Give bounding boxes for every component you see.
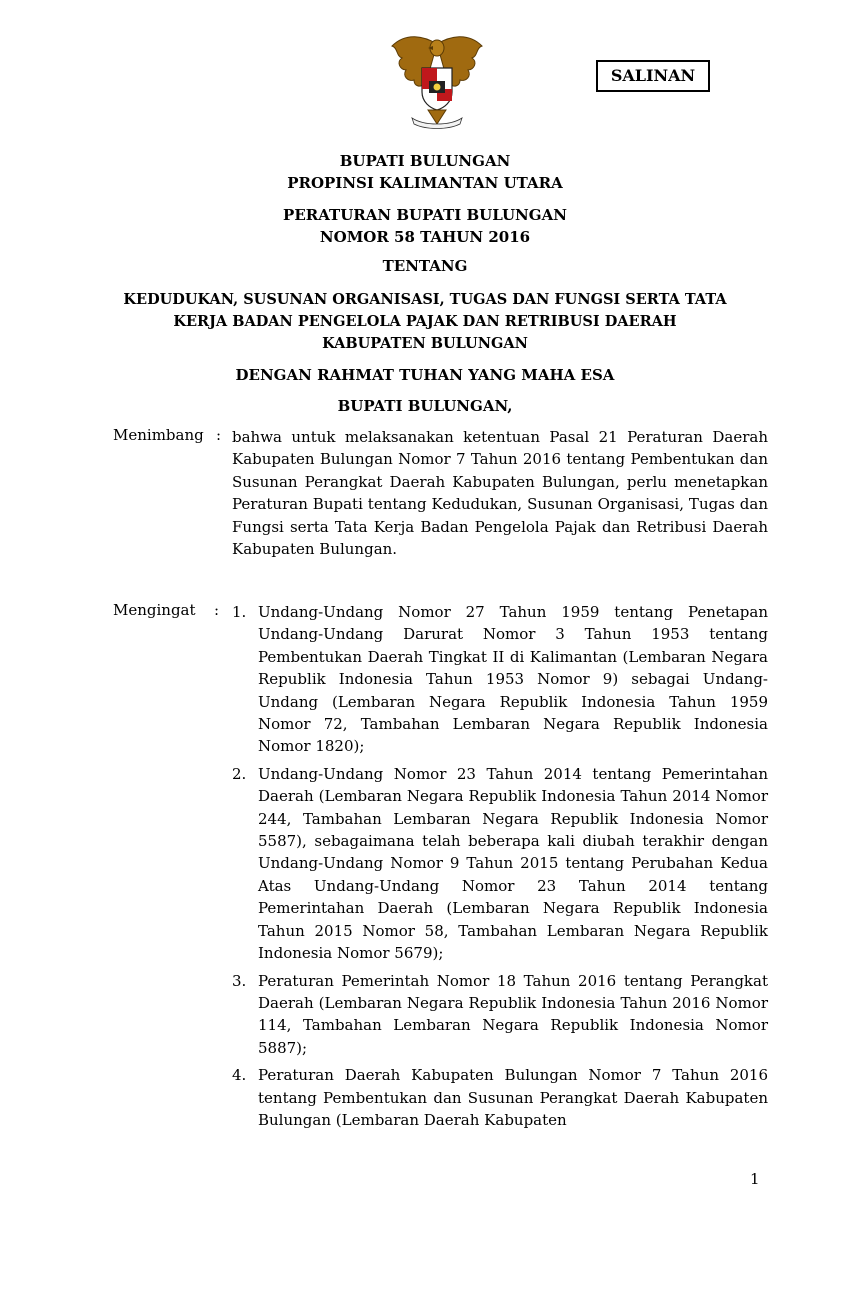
salinan-stamp: SALINAN [596, 60, 710, 92]
menimbang-text: bahwa untuk melaksanakan ketentuan Pasal 21 Peraturan Daerah Kabupaten Bulungan Nomor 7 Tahun 2016 tentang Pembentukan dan Susunan Perangkat Daerah Kabupaten Bulungan, perlu menetapkan Peraturan Bupati tentang Kedudukan, Susunan Organisasi, Tugas dan Fungsi serta Tata Kerja Badan Pengelola Pajak dan Retribusi Daerah Kabupaten Bulungan. [232, 428, 768, 559]
list-item [232, 763, 768, 965]
menimbang-label [113, 426, 204, 444]
province-title: PROPINSI KALIMANTAN UTARA [287, 174, 563, 192]
list-item-text: Undang-Undang Nomor 27 Tahun 1959 tentang Penetapan Undang-Undang Darurat Nomor 3 Tahun 1953 tentang Pembentukan Daerah Tingkat II di Kalimantan (Lembaran Negara Republik Indonesia Tahun 1953 Nomor 9) sebagai Undang-Undang (Lembaran Negara Republik Indonesia Tahun 1959 Nomor 72, Tambahan Lembaran Negara Republik Indonesia Nomor 1820); [258, 603, 768, 756]
regulation-number: NOMOR 58 TAHUN 2016 [319, 228, 531, 246]
subject-line: KERJA BADAN PENGELOLA PAJAK DAN RETRIBUSI DAERAH [173, 313, 677, 330]
menimbang-separator: : [216, 426, 222, 444]
list-item-number: 2. [232, 764, 247, 783]
regent-signoff: BUPATI BULUNGAN, [337, 397, 513, 415]
regulation-subject [0, 289, 850, 355]
regent-title: BUPATI BULUNGAN [339, 152, 511, 170]
blessing-line: DENGAN RAHMAT TUHAN YANG MAHA ESA [235, 366, 615, 384]
list-item [232, 970, 768, 1060]
subject-line: KABUPATEN BULUNGAN [322, 335, 528, 352]
garuda-pancasila-emblem-icon [384, 26, 490, 132]
regulation-title-block [0, 204, 850, 248]
list-item-text: Peraturan Daerah Kabupaten Bulungan Nomor 7 Tahun 2016 tentang Pembentukan dan Susunan Perangkat Daerah Kabupaten Bulungan (Lembaran Daerah Kabupaten [258, 1066, 768, 1129]
mengingat-label [113, 601, 196, 619]
list-item [232, 1064, 768, 1131]
list-item-number: 1. [232, 603, 247, 621]
about-heading: TENTANG [382, 257, 468, 275]
list-item-text: Undang-Undang Nomor 23 Tahun 2014 tentang Pemerintahan Daerah (Lembaran Negara Republik Indonesia Tahun 2014 Nomor 244, Tambahan Lembaran Negara Republik Indonesia Nomor 5587), sebagaimana telah beberapa kali diubah terakhir dengan Undang-Undang Nomor 9 Tahun 2015 tentang Perubahan Kedua Atas Undang-Undang Nomor 23 Tahun 2014 tentang Pemerintahan Daerah (Lembaran Negara Republik Indonesia Tahun 2015 Nomor 58, Tambahan Lembaran Negara Republik Indonesia Nomor 5679); [258, 764, 768, 963]
mengingat-label-text: Mengingat [113, 601, 196, 619]
list-item-number: 3. [232, 971, 247, 990]
list-item [232, 601, 768, 758]
menimbang-label-text: Menimbang [113, 426, 204, 444]
mengingat-list [232, 601, 768, 1136]
page-number: 1 [750, 1170, 760, 1188]
regulation-title: PERATURAN BUPATI BULUNGAN [283, 206, 567, 224]
header-regent-block [0, 150, 850, 194]
list-item-text: Peraturan Pemerintah Nomor 18 Tahun 2016 tentang Perangkat Daerah (Lembaran Negara Republik Indonesia Tahun 2016 Nomor 114, Tambahan Lembaran Negara Republik Indonesia Nomor 5887); [258, 971, 768, 1057]
subject-line: KEDUDUKAN, SUSUNAN ORGANISASI, TUGAS DAN FUNGSI SERTA TATA [123, 291, 727, 308]
mengingat-separator: : [214, 601, 220, 619]
list-item-number: 4. [232, 1066, 247, 1085]
